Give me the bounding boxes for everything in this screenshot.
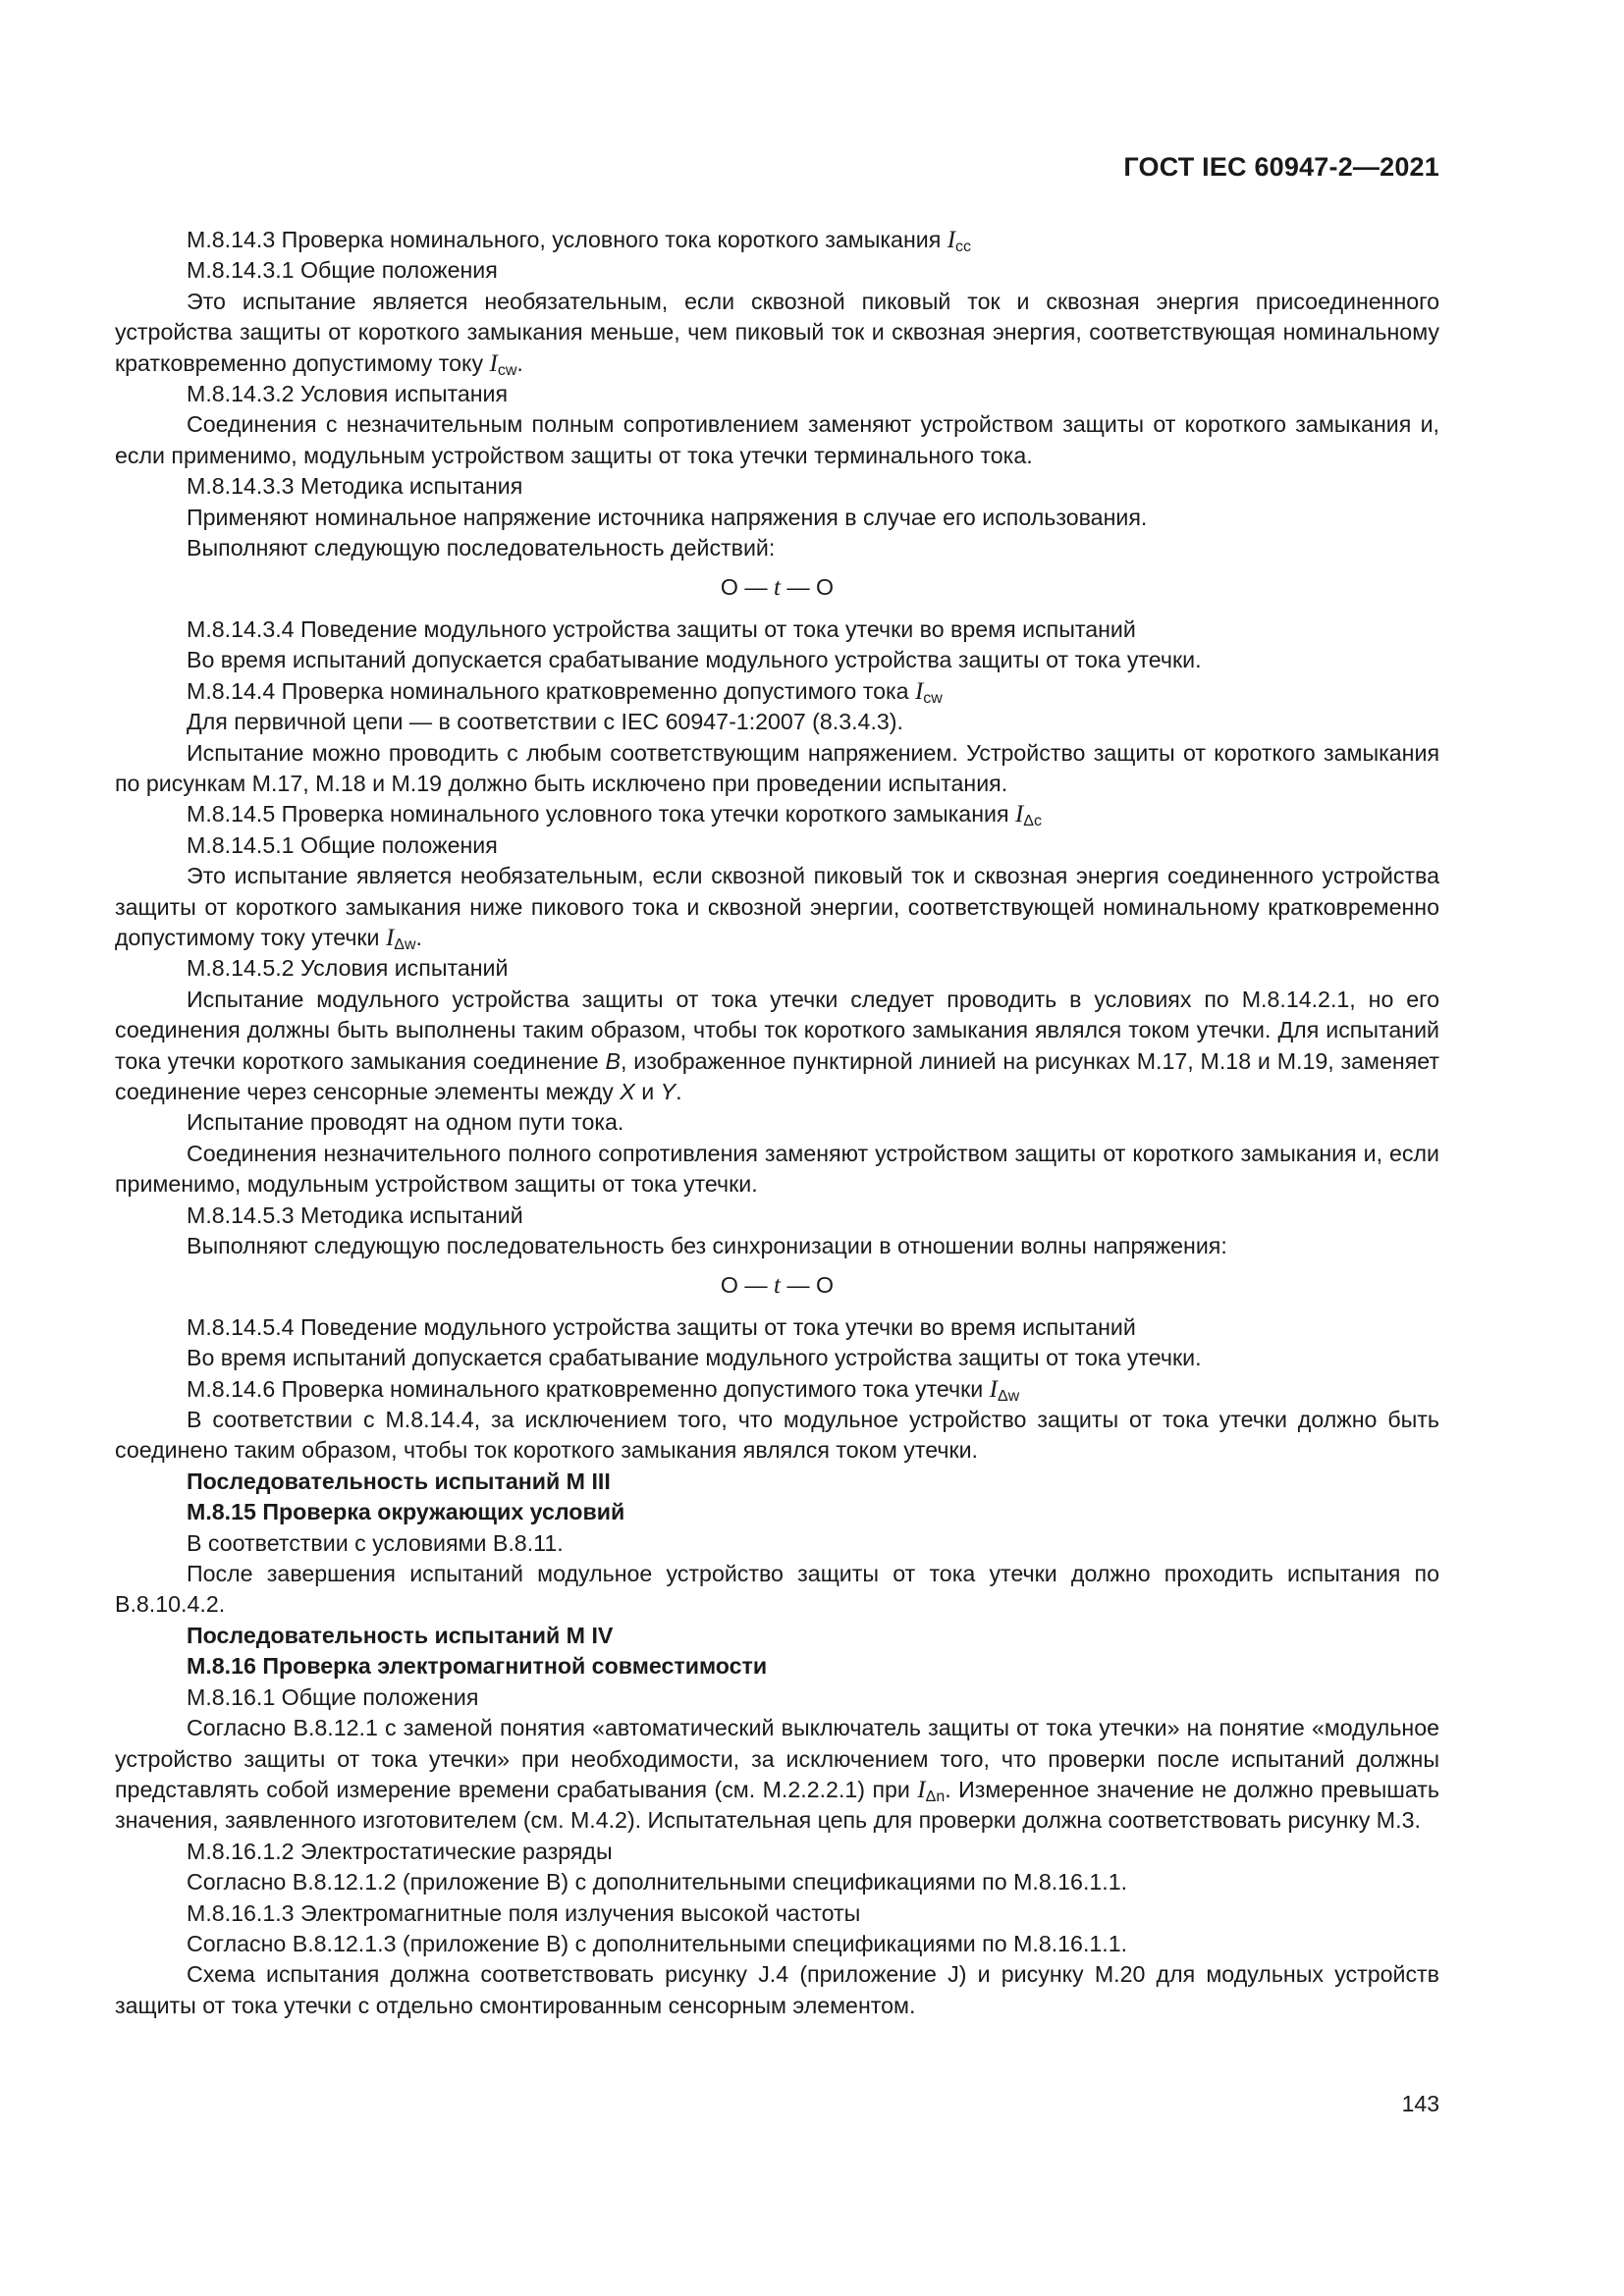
clause-m-8-16-1: М.8.16.1 Общие положения — [187, 1683, 479, 1710]
math-symbol: I — [989, 1375, 998, 1403]
clause-m-8-14-5-1: М.8.14.5.1 Общие положения — [187, 831, 498, 858]
clause-m-8-14-3-2: М.8.14.3.2 Условия испытания — [187, 381, 509, 407]
paragraph: Согласно В.8.12.1.2 (приложение В) с дополнительными спецификациями по М.8.16.1.1. — [187, 1869, 1128, 1896]
math-symbol: I — [385, 924, 395, 951]
document-code-header: ГОСТ IEC 60947-2—2021 — [1123, 152, 1439, 182]
italic-term: В — [605, 1047, 621, 1074]
math-subscript: cc — [955, 239, 972, 255]
math-symbol: I — [947, 227, 956, 253]
paragraph: Это испытание является необязательным, если сквозной пиковый ток и сквозная энергия присоединенного устройства защиты от короткого замыкания меньше, чем пиковый ток и сквозная энергия, соответствующая номинальному кратковременно допустимому току $I_{cw}$. — [115, 288, 1439, 379]
math-subscript: cw — [923, 689, 943, 707]
clause-m-8-14-6: М.8.14.6 Проверка номинального кратковременно допустимого тока утечки $I_{\Delta w}$ — [187, 1375, 1020, 1405]
paragraph: Соединения с незначительным полным сопротивлением заменяют устройством защиты от короткого замыкания и, если применимо, модульным устройством защиты от тока утечки терминального тока. — [115, 411, 1439, 468]
paragraph: Это испытание является необязательным, если сквозной пиковый ток и сквозная энергия соединенного устройства защиты от короткого замыкания ниже пикового тока и сквозной энергии, соответствующей номинальному кратковременно допустимому току утечки $I_{\Delta w}$. — [115, 863, 1439, 953]
italic-term: X — [620, 1078, 635, 1104]
paragraph: Согласно В.8.12.1.3 (приложение В) с дополнительными спецификациями по М.8.16.1.1. — [187, 1930, 1128, 1956]
document-body — [115, 225, 1439, 2021]
math-symbol: I — [914, 677, 924, 705]
math-subscript: Δn — [925, 1788, 946, 1805]
math-subscript: Δc — [1023, 813, 1042, 830]
clause-m-8-14-5: М.8.14.5 Проверка номинального условного тока утечки короткого замыкания $I_{\Delta c}$ — [187, 801, 1042, 830]
paragraph: Согласно В.8.12.1 с заменой понятия «автоматический выключатель защиты от тока утечки» на понятие «модульное устройство защиты от тока утечки» при необходимости, за исключением того, что проверки после испытаний должны представлять собой измерение времени срабатывания (см. М.2.2.2.1) при $I_{\Delta n}$. Измеренное значение не должно превышать значения, заявленного изготовителем (см. М.4.2). Испытательная цепь для проверки должна соответствовать рисунку М.3. — [115, 1715, 1439, 1834]
paragraph: Испытание проводят на одном пути тока. — [187, 1109, 624, 1136]
paragraph: Для первичной цепи — в соответствии с IEC 60947-1:2007 (8.3.4.3). — [187, 709, 903, 735]
paragraph: Схема испытания должна соответствовать рисунку J.4 (приложение J) и рисунку М.20 для модульных устройств защиты от тока утечки с отдельно смонтированным сенсорным элементом. — [115, 1961, 1439, 2018]
section-heading: Последовательность испытаний M III — [187, 1468, 611, 1494]
clause-m-8-14-3-3: М.8.14.3.3 Методика испытания — [187, 473, 523, 500]
paragraph: Применяют номинальное напряжение источника напряжения в случае его использования. — [187, 504, 1148, 530]
paragraph: Испытание модульного устройства защиты от тока утечки следует проводить в условиях по М.8.14.2.1, но его соединения должны быть выполнены таким образом, чтобы ток короткого замыкания являлся током утечки. Для испытаний тока утечки короткого замыкания соединение В, изображенное пунктирной линией на рисунках М.17, М.18 и М.19, заменяет соединение через сенсорные элементы между X и Y. — [115, 986, 1439, 1104]
section-heading: М.8.15 Проверка окружающих условий — [187, 1499, 625, 1525]
math-symbol: I — [489, 349, 498, 377]
paragraph: Испытание можно проводить с любым соответствующим напряжением. Устройство защиты от короткого замыкания по рисункам М.17, М.18 и М.19 должно быть исключено при проведении испытания. — [115, 739, 1439, 796]
paragraph: После завершения испытаний модульное устройство защиты от тока утечки должно проходить испытания по В.8.10.4.2. — [115, 1561, 1439, 1618]
paragraph: Выполняют следующую последовательность без синхронизации в отношении волны напряжения: — [187, 1233, 1227, 1258]
clause-m-8-14-3-1: М.8.14.3.1 Общие положения — [187, 257, 498, 284]
section-heading: Последовательность испытаний M IV — [187, 1622, 614, 1648]
clause-m-8-14-5-4: М.8.14.5.4 Поведение модульного устройства защиты от тока утечки во время испытаний — [187, 1313, 1136, 1340]
paragraph: В соответствии с М.8.14.4, за исключением того, что модульное устройство защиты от тока утечки должно быть соединено таким образом, чтобы ток короткого замыкания являлся током утечки. — [115, 1407, 1439, 1464]
test-sequence-formula: O — t — O — [720, 1272, 835, 1300]
math-subscript: Δw — [997, 1387, 1020, 1405]
italic-term: Y — [660, 1078, 677, 1104]
math-symbol: I — [917, 1776, 926, 1803]
math-subscript: Δw — [394, 935, 416, 953]
paragraph: Выполняют следующую последовательность действий: — [187, 535, 776, 561]
clause-m-8-14-4: М.8.14.4 Проверка номинального кратковременно допустимого тока $I_{cw}$ — [187, 677, 943, 707]
clause-m-8-14-5-2: М.8.14.5.2 Условия испытаний — [187, 955, 509, 982]
paragraph: Во время испытаний допускается срабатывание модульного устройства защиты от тока утечки. — [187, 1345, 1202, 1371]
clause-m-8-14-3-4: М.8.14.3.4 Поведение модульного устройства защиты от тока утечки во время испытаний — [187, 615, 1136, 642]
section-heading: М.8.16 Проверка электромагнитной совместимости — [187, 1653, 768, 1680]
math-symbol: t — [774, 574, 781, 602]
paragraph: В соответствии с условиями В.8.11. — [187, 1529, 564, 1556]
clause-m-8-16-1-2: М.8.16.1.2 Электростатические разряды — [187, 1838, 613, 1864]
clause-m-8-14-5-3: М.8.14.5.3 Методика испытаний — [187, 1201, 523, 1228]
math-symbol: t — [774, 1272, 781, 1300]
clause-m-8-16-1-3: М.8.16.1.3 Электромагнитные поля излучения высокой частоты — [187, 1899, 861, 1926]
test-sequence-formula: O — t — O — [720, 574, 835, 602]
math-symbol: I — [1014, 801, 1024, 828]
page-number: 143 — [1401, 2091, 1439, 2116]
paragraph: Соединения незначительного полного сопротивления заменяют устройством защиты от короткого замыкания и, если применимо, модульным устройством защиты от тока утечки. — [115, 1140, 1439, 1198]
clause-m-8-14-3: М.8.14.3 Проверка номинального, условного тока короткого замыкания $I_{cc}$ — [187, 227, 972, 255]
paragraph: Во время испытаний допускается срабатывание модульного устройства защиты от тока утечки. — [187, 647, 1202, 673]
math-subscript: cw — [497, 361, 517, 379]
